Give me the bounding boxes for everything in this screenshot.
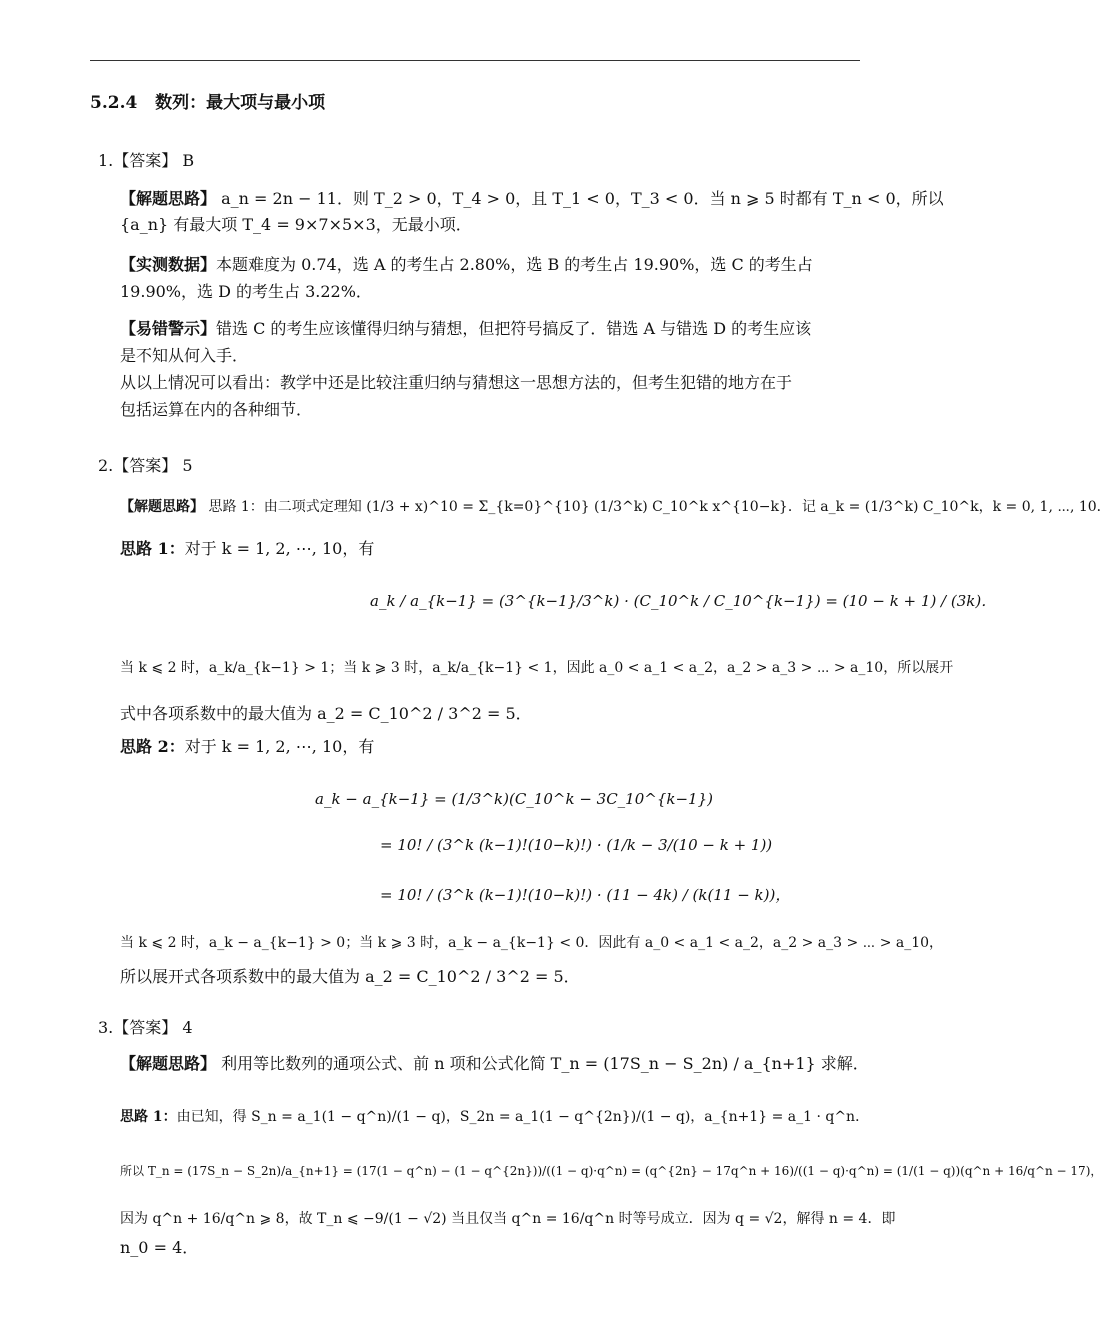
q1-idea-line1	[120, 188, 944, 210]
q1-idea-line2: {a_n} 有最大项 T_4 = 9×7×5×3，无最小项．	[120, 215, 472, 234]
warn-label: 【易错警示】	[120, 319, 217, 338]
q3-line2: 所以 T_n = (17S_n − S_2n)/a_{n+1} = (17(1 − q^n) − (1 − q^{2n}))/((1 − q)·q^n) = (q^{2n} − 17q^n + 16)/((1 − q)·q^n) = (1/(1 − q))(q^n + 16/q^n − 17)，	[120, 1164, 1103, 1178]
q1-answer: 1.【答案】 B	[98, 151, 195, 170]
q3-idea-text: 利用等比数列的通项公式、前 n 项和公式化简 T_n = (17S_n − S_2n) / a_{n+1} 求解．	[221, 1054, 869, 1073]
s1-label: 思路 1：	[120, 1109, 177, 1125]
header-rule	[90, 60, 860, 61]
q2-answer: 2.【答案】 5	[98, 456, 193, 475]
q2-s2-formula2: = 10! / (3^k (k−1)!(10−k)!) · (1/k − 3/(10 − k + 1))	[380, 836, 773, 854]
q1-data-line2: 19.90%，选 D 的考生占 3.22%．	[120, 282, 372, 301]
q3-line3: 因为 q^n + 16/q^n ⩾ 8，故 T_n ⩽ −9/(1 − √2) 当且仅当 q^n = 16/q^n 时等号成立．因为 q = √2，解得 n = 4．即	[120, 1211, 896, 1227]
q3-s1-line	[120, 1106, 869, 1128]
q2-s1-text: 对于 k = 1, 2, ⋯, 10，有	[184, 539, 375, 558]
q1-data-text1: 本题难度为 0.74，选 A 的考生占 2.80%，选 B 的考生占 19.90%，选 C 的考生占	[216, 255, 813, 274]
q2-idea-line	[120, 496, 1111, 518]
q1-warn-line1	[120, 318, 811, 340]
idea-label: 【解题思路】	[120, 499, 204, 515]
q2-s1-formula: a_k / a_{k−1} = (3^{k−1}/3^k) · (C_10^k / C_10^{k−1}) = (10 − k + 1) / (3k)．	[370, 592, 997, 610]
q2-s2-line	[120, 736, 374, 758]
q1-warn-line3: 从以上情况可以看出：教学中还是比较注重归纳与猜想这一思想方法的，但考生犯错的地方在于	[120, 373, 793, 392]
q2-s2-formula3: = 10! / (3^k (k−1)!(10−k)!) · (11 − 4k) / (k(11 − k))，	[380, 886, 791, 904]
section-number: 5.2.4	[90, 93, 138, 113]
q3-s1-text: 由已知，得 S_n = a_1(1 − q^n)/(1 − q)，S_2n = a_1(1 − q^{2n})/(1 − q)，a_{n+1} = a_1 · q^n．	[176, 1109, 870, 1125]
s1-label: 思路 1：	[120, 539, 185, 558]
section-title: 数列：最大项与最小项	[155, 93, 326, 113]
q3-idea-line	[120, 1053, 869, 1075]
q1-warn-text1: 错选 C 的考生应该懂得归纳与猜想，但把符号搞反了．错选 A 与错选 D 的考生应该	[216, 319, 812, 338]
q3-answer: 3.【答案】 4	[98, 1018, 193, 1037]
q1-warn-line2: 是不知从何入手．	[120, 346, 249, 365]
q1-warn-line4: 包括运算在内的各种细节．	[120, 400, 313, 419]
q2-s2-text: 对于 k = 1, 2, ⋯, 10，有	[184, 737, 375, 756]
q3-line4: n_0 = 4．	[120, 1238, 199, 1257]
q2-s1-line2: 当 k ⩽ 2 时，a_k/a_{k−1} > 1；当 k ⩾ 3 时，a_k/a_{k−1} < 1，因此 a_0 < a_1 < a_2，a_2 > a_3 > ⋯ > a_10，所以展开	[120, 660, 954, 676]
q2-s2-formula1: a_k − a_{k−1} = (1/3^k)(C_10^k − 3C_10^{k−1})	[315, 790, 713, 808]
idea-label: 【解题思路】	[120, 189, 217, 208]
data-label: 【实测数据】	[120, 255, 217, 274]
q2-s1-line3: 式中各项系数中的最大值为 a_2 = C_10^2 / 3^2 = 5．	[120, 704, 532, 723]
idea-label: 【解题思路】	[120, 1054, 217, 1073]
q2-idea-text: 思路 1：由二项式定理知 (1/3 + x)^10 = Σ_{k=0}^{10} (1/3^k) C_10^k x^{10−k}．记 a_k = (1/3^k) C_10^k，k = 0, 1, ⋯, 10．	[208, 499, 1111, 515]
q2-s1-line	[120, 538, 374, 560]
s2-label: 思路 2：	[120, 737, 185, 756]
section-heading	[90, 92, 325, 114]
q2-s2-line3: 所以展开式各项系数中的最大值为 a_2 = C_10^2 / 3^2 = 5．	[120, 967, 580, 986]
q1-idea-text1: a_n = 2n − 11．则 T_2 > 0，T_4 > 0，且 T_1 < 0，T_3 < 0．当 n ⩾ 5 时都有 T_n < 0，所以	[221, 189, 944, 208]
q2-s2-line2: 当 k ⩽ 2 时，a_k − a_{k−1} > 0；当 k ⩾ 3 时，a_k − a_{k−1} < 0．因此有 a_0 < a_1 < a_2，a_2 > a_3 > ⋯ > a_10，	[120, 935, 944, 951]
q1-data-line1	[120, 254, 813, 276]
